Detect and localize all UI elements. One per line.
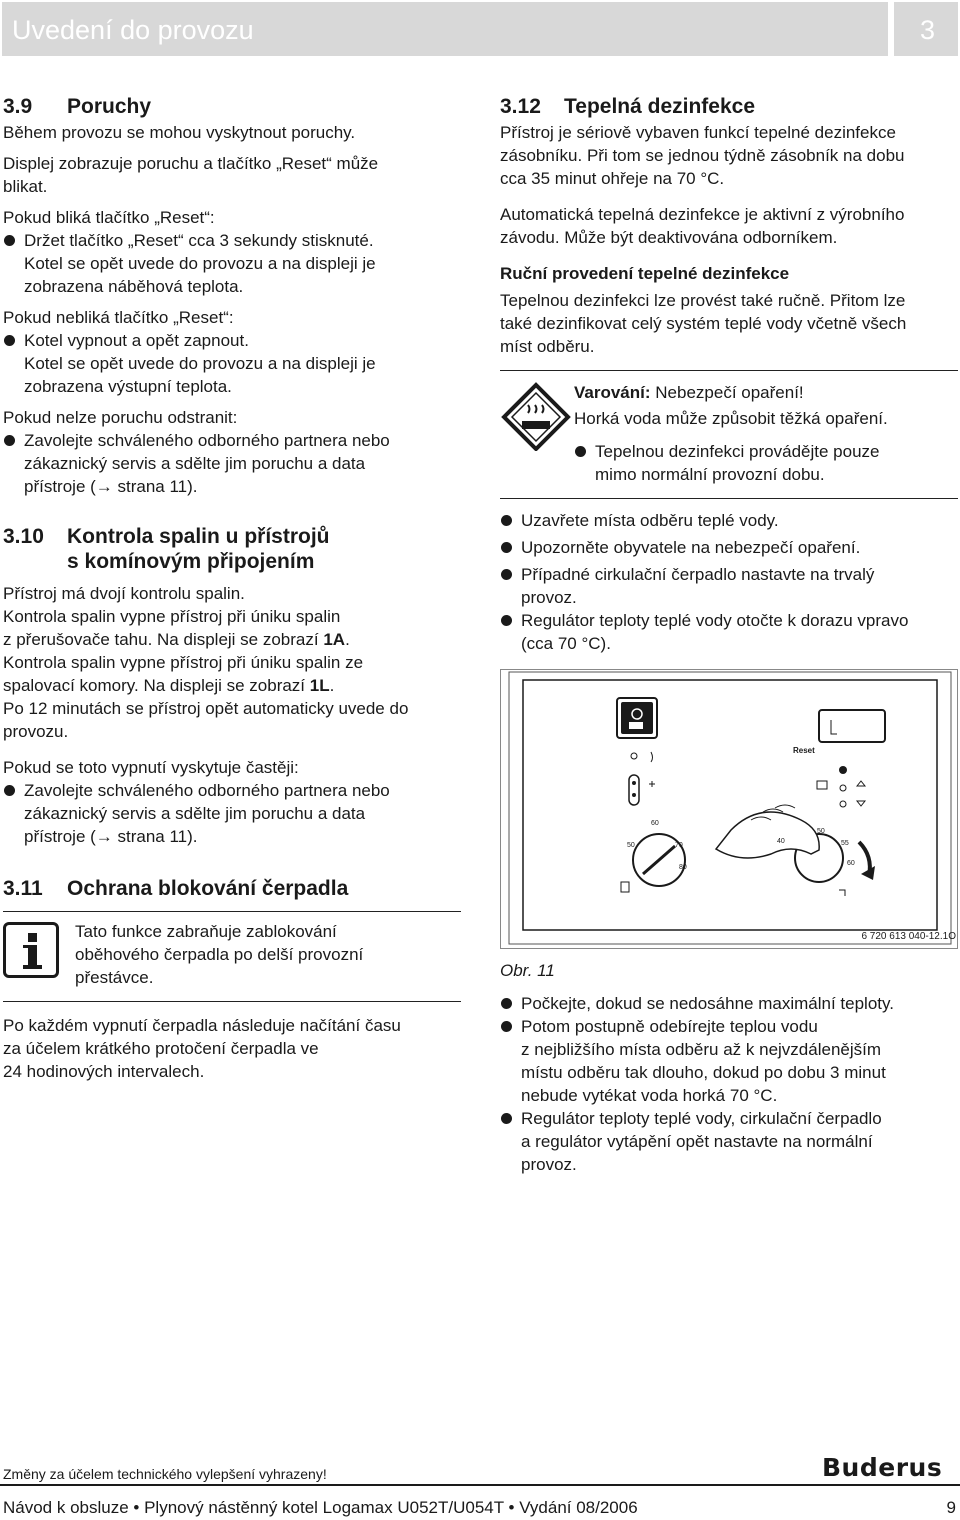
figure-control-panel (500, 669, 958, 949)
header-title: Uvedení do provozu (12, 15, 254, 45)
paragraph: provoz. (521, 1155, 577, 1174)
paragraph: přístroje (→ strana 11). (24, 477, 198, 496)
paragraph: cca 35 minut ohřeje na 70 °C. (500, 169, 725, 188)
paragraph: místu odběru tak dlouho, dokud po dobu 3 minut (521, 1063, 886, 1082)
paragraph: provozu. (3, 722, 69, 741)
paragraph: provoz. (521, 588, 577, 607)
section-title: Poruchy (67, 95, 152, 118)
paragraph: Displej zobrazuje poruchu a tlačítko „Reset“ může (3, 154, 379, 173)
error-code: 1A (323, 630, 346, 649)
paragraph: zákaznický servis a sdělte jim poruchu a data (24, 454, 366, 473)
section-title: Ochrana blokování čerpadla (67, 877, 349, 900)
brand-logo: Buderus (822, 1453, 943, 1482)
dial-tick-label: 50 (817, 828, 825, 835)
paragraph: Kontrola spalin vypne přístroj při úniku spalin ze (3, 653, 364, 672)
dial-tick-label: 80 (679, 864, 687, 871)
right-column (500, 94, 958, 1176)
text: . (329, 676, 335, 695)
control-panel-drawing (501, 670, 959, 950)
bullet-item: Zavolejte schváleného odborného partnera nebo (3, 429, 461, 452)
section-number: 3.11 (3, 877, 43, 900)
paragraph: také dezinfikovat celý systém teplé vody včetně všech (500, 314, 907, 333)
paragraph: Pokud nelze poruchu odstranit: (3, 408, 238, 427)
footer-divider (0, 1484, 960, 1486)
paragraph: zobrazena výstupní teplota. (24, 377, 232, 396)
paragraph: blikat. (3, 177, 48, 196)
bullet-item: Zavolejte schváleného odborného partnera nebo (3, 779, 461, 802)
paragraph: Kotel se opět uvede do provozu a na displeji je (24, 254, 376, 273)
paragraph: oběhového čerpadla po delší provozní (75, 945, 364, 964)
section-3-9-heading (3, 94, 461, 119)
section-3-11-heading (3, 876, 461, 901)
reset-label: Reset (793, 746, 815, 755)
paragraph: mimo normální provozní dobu. (595, 465, 825, 484)
page-number: 9 (946, 1498, 956, 1517)
figure-code: 6 720 613 040-12.1O (861, 931, 956, 942)
dial-tick-label: 60 (847, 860, 855, 867)
paragraph: Kotel se opět uvede do provozu a na displeji je (24, 354, 376, 373)
bullet-item: Upozorněte obyvatele na nebezpečí opaření. (500, 536, 958, 559)
paragraph: Během provozu se mohou vyskytnout poruchy. (3, 123, 356, 142)
paragraph: závodu. Může být deaktivována odborníkem. (500, 228, 838, 247)
paragraph: 24 hodinových intervalech. (3, 1062, 205, 1081)
paragraph: Přístroj je sériově vybaven funkcí tepelné dezinfekce (500, 123, 896, 142)
section-title-line: s komínovým připojením (67, 550, 315, 573)
paragraph: Po každém vypnutí čerpadla následuje načítání času (3, 1016, 401, 1035)
section-3-12-heading (500, 94, 958, 119)
paragraph: Tepelnou dezinfekci lze provést také ručně. Přitom lze (500, 291, 906, 310)
paragraph: Tato funkce zabraňuje zablokování (75, 922, 337, 941)
info-note (3, 911, 461, 1002)
paragraph: Přístroj má dvojí kontrolu spalin. (3, 584, 245, 603)
dial-tick-label: 70 (675, 842, 683, 849)
info-text (75, 920, 363, 989)
paragraph: zásobníku. Při tom se jednou týdně zásobník na dobu (500, 146, 905, 165)
scald-warning-icon (500, 381, 574, 451)
paragraph: přestávce. (75, 968, 154, 987)
dial-tick-label: 55 (841, 840, 849, 847)
paragraph: Kontrola spalin vypne přístroj při úniku spalin (3, 607, 341, 626)
paragraph (3, 628, 461, 651)
paragraph: nebude vytékat voda horká 70 °C. (521, 1086, 778, 1105)
bullet-item: Počkejte, dokud se nedosáhne maximální teploty. (500, 992, 958, 1015)
bullet-item: Potom postupně odebírejte teplou vodu (500, 1015, 958, 1038)
dial-tick-label: 60 (651, 820, 659, 827)
section-number: 3.9 (3, 95, 33, 118)
text: Nebezpečí opaření! (650, 383, 804, 402)
paragraph: zákaznický servis a sdělte jim poruchu a data (24, 804, 366, 823)
paragraph: Pokud nebliká tlačítko „Reset“: (3, 308, 234, 327)
bullet-item: Regulátor teploty teplé vody, cirkulační čerpadlo (500, 1107, 958, 1130)
paragraph: z nejbližšího místa odběru až k nejvzdálenějším (521, 1040, 882, 1059)
section-title (67, 524, 461, 574)
section-title: Tepelná dezinfekce (564, 95, 756, 118)
paragraph: Pokud se toto vypnutí vyskytuje častěji: (3, 758, 299, 777)
dial-tick-label: 40 (777, 838, 785, 845)
footer-note: Změny za účelem technického vylepšení vyhrazeny! (3, 1466, 327, 1482)
text: spalovací komory. Na displeji se zobrazí (3, 676, 310, 695)
warning-note (500, 370, 958, 499)
section-number: 3.12 (500, 95, 541, 118)
error-code: 1L (309, 676, 330, 695)
paragraph: míst odběru. (500, 337, 595, 356)
paragraph: zobrazena náběhová teplota. (24, 277, 244, 296)
paragraph: přístroje (→ strana 11). (24, 827, 198, 846)
warning-title (574, 381, 958, 404)
text: . (345, 630, 350, 649)
bullet-item: Případné cirkulační čerpadlo nastavte na trvalý (500, 563, 958, 586)
figure-label: Obr. 11 (500, 961, 555, 980)
paragraph: Automatická tepelná dezinfekce je aktivní z výrobního (500, 205, 905, 224)
section-3-10-heading (3, 524, 461, 574)
paragraph (3, 674, 461, 697)
paragraph: Horká voda může způsobit těžká opaření. (574, 409, 888, 428)
header-chapter-number: 3 (920, 15, 936, 45)
bullet-item: Tepelnou dezinfekci provádějte pouze (574, 440, 958, 463)
header-chapter-bar (894, 2, 958, 56)
warning-label: Varování: (574, 383, 651, 402)
left-column (3, 94, 461, 1083)
bullet-item: Kotel vypnout a opět zapnout. (3, 329, 461, 352)
paragraph: Po 12 minutách se přístroj opět automaticky uvede do (3, 699, 409, 718)
footer-document-title: Návod k obsluze • Plynový nástěnný kotel Logamax U052T/U054T • Vydání 08/2006 (3, 1498, 638, 1517)
dial-tick-label: 50 (627, 842, 635, 849)
subheading: Ruční provedení tepelné dezinfekce (500, 264, 790, 283)
paragraph: a regulátor vytápění opět nastavte na normální (521, 1132, 873, 1151)
bullet-item: Uzavřete místa odběru teplé vody. (500, 509, 958, 532)
bullet-item: Držet tlačítko „Reset“ cca 3 sekundy stisknuté. (3, 229, 461, 252)
paragraph: za účelem krátkého protočení čerpadla ve (3, 1039, 319, 1058)
section-title-line: Kontrola spalin u přístrojů (67, 525, 330, 548)
info-icon (3, 922, 59, 978)
bullet-item: Regulátor teploty teplé vody otočte k dorazu vpravo (500, 609, 958, 632)
section-number: 3.10 (3, 525, 44, 548)
paragraph: (cca 70 °C). (521, 634, 611, 653)
header-title-bar (2, 2, 888, 56)
text: z přerušovače tahu. Na displeji se zobrazí (3, 630, 324, 649)
paragraph: Pokud bliká tlačítko „Reset“: (3, 208, 215, 227)
warning-text (574, 381, 958, 486)
